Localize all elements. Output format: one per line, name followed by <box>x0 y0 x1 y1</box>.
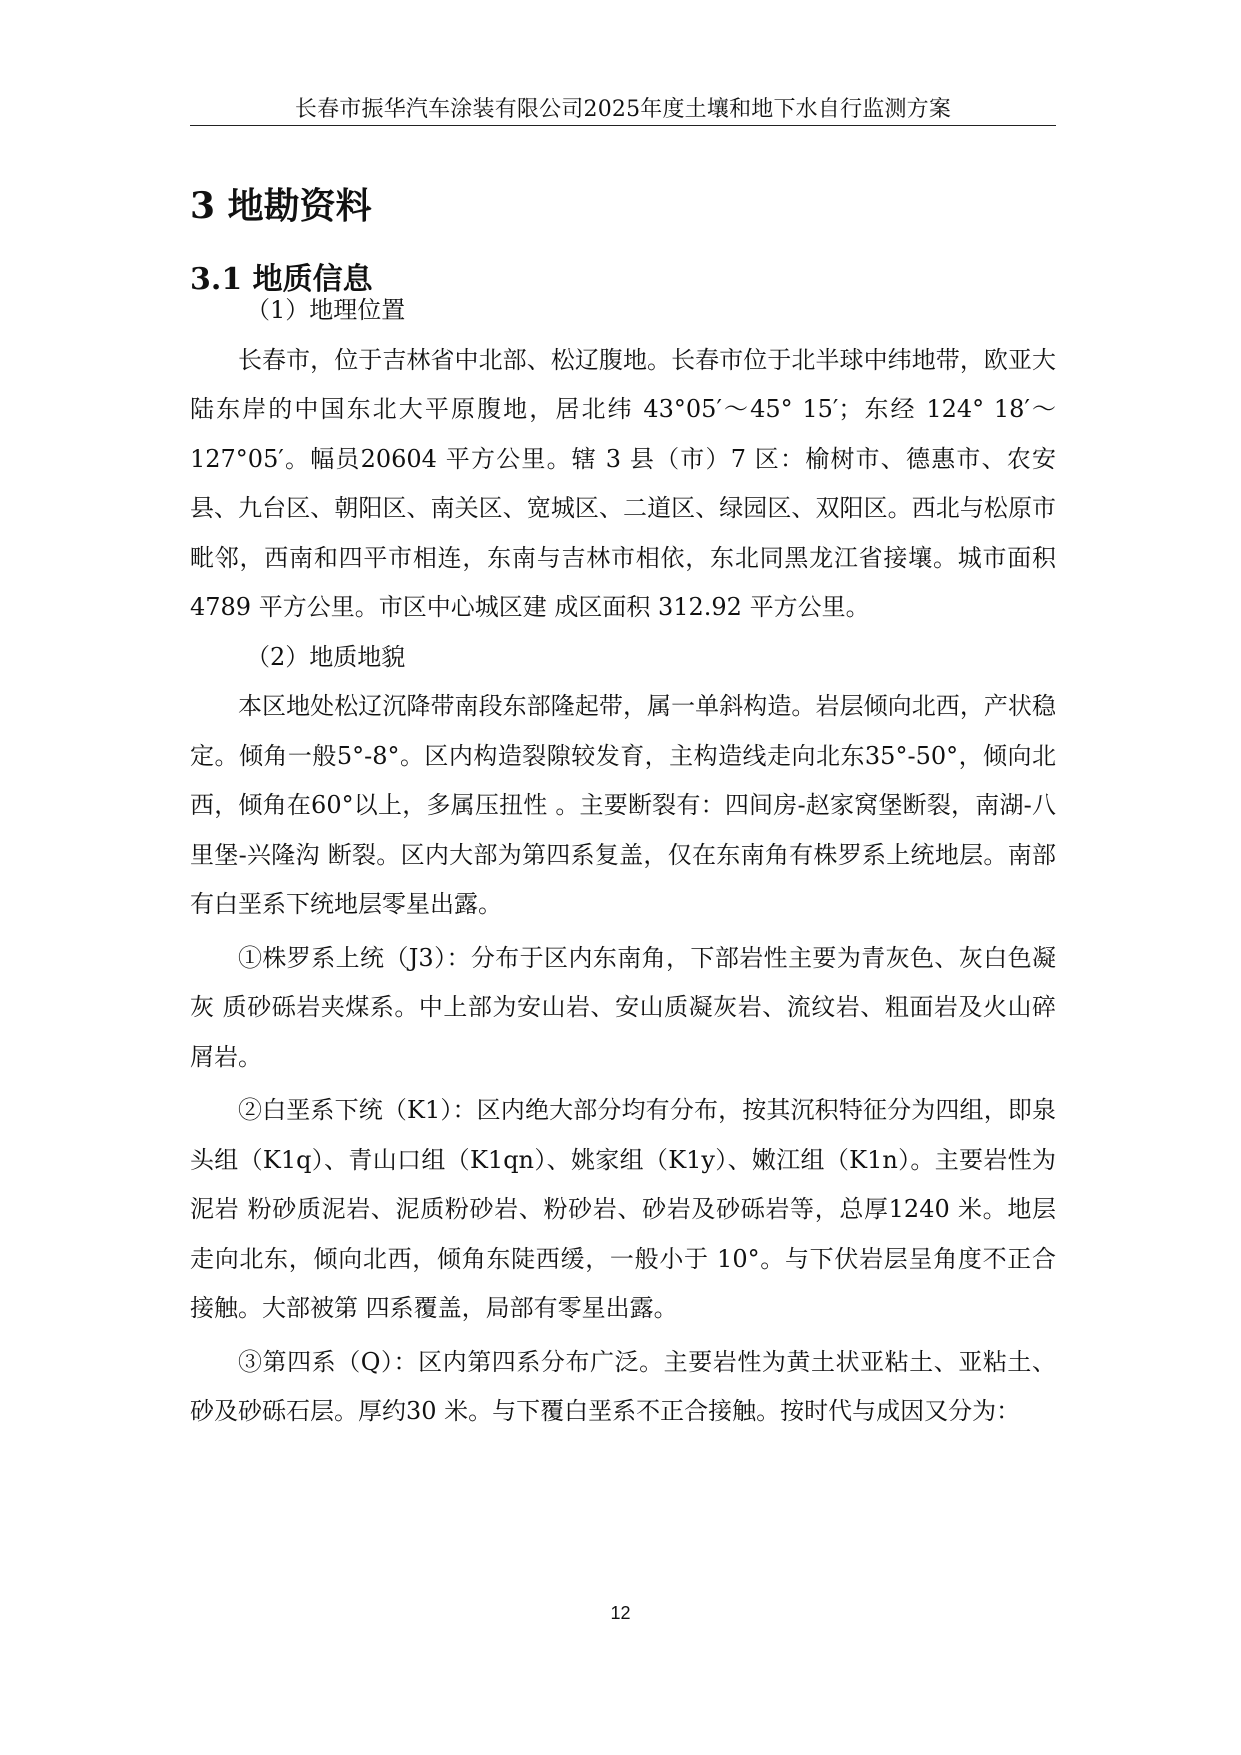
chapter-title: 3 地勘资料 <box>190 185 372 227</box>
paragraph-geology-overview: 本区地处松辽沉降带南段东部隆起带，属一单斜构造。岩层倾向北西，产状稳定。倾角一般5°-8°。区内构造裂隙较发育，主构造线走向北东35°-50°，倾向北西，倾角在60°以上，多属压扭性 。主要断裂有：四间房-赵家窝堡断裂，南湖-八里堡-兴隆沟 断裂。区内大部为第四系复盖，仅在东南角有株罗系上统地层。南部有白垩系下统地层零星出露。 <box>190 692 1056 918</box>
running-header: 长春市振华汽车涂装有限公司2025年度土壤和地下水自行监测方案 <box>294 97 952 122</box>
paragraph-cretaceous: ②白垩系下统（K1）：区内绝大部分均有分布，按其沉积特征分为四组，即泉头组（K1q）、青山口组（K1qn）、姚家组（K1y）、嫩江组（K1n）。主要岩性为泥岩 粉砂质泥岩、泥质粉砂岩、粉砂岩、砂岩及砂砾岩等，总厚1240 米。地层走向北东，倾向北西，倾角东陡西缓，一般小于 10°。与下伏岩层呈角度不正合接触。大部被第 四系覆盖，局部有零星出露。 <box>190 1096 1056 1322</box>
header-divider <box>190 125 1056 126</box>
section-body <box>190 286 1056 1437</box>
paragraph-quaternary: ③第四系（Q）：区内第四系分布广泛。主要岩性为黄土状亚粘土、亚粘土、砂及砂砾石层。厚约30 米。与下覆白垩系不正合接触。按时代与成因又分为： <box>190 1347 1056 1425</box>
section-title: 3.1 地质信息 <box>190 262 373 297</box>
item-label-location: （1）地理位置 <box>246 296 406 324</box>
paragraph-jurassic: ①株罗系上统（J3）：分布于区内东南角，下部岩性主要为青灰色、灰白色凝灰 质砂砾岩夹煤系。中上部为安山岩、安山质凝灰岩、流纹岩、粗面岩及火山碎屑岩。 <box>190 943 1056 1071</box>
page-number: 12 <box>610 1603 631 1623</box>
paragraph-location: 长春市，位于吉林省中北部、松辽腹地。长春市位于北半球中纬地带，欧亚大陆东岸的中国东北大平原腹地，居北纬 43°05′～45° 15′；东经 124° 18′～127°05′。幅员20604 平方公里。辖 3 县（市）7 区：榆树市、德惠市、农安县、九台区、朝阳区、南关区、宽城区、二道区、绿园区、双阳区。西北与松原市毗邻，西南和四平市相连，东南与吉林市相依，东北同黑龙江省接壤。城市面积 4789 平方公里。市区中心城区建 成区面积 312.92 平方公里。 <box>190 345 1056 621</box>
item-label-geology: （2）地质地貌 <box>246 642 406 671</box>
